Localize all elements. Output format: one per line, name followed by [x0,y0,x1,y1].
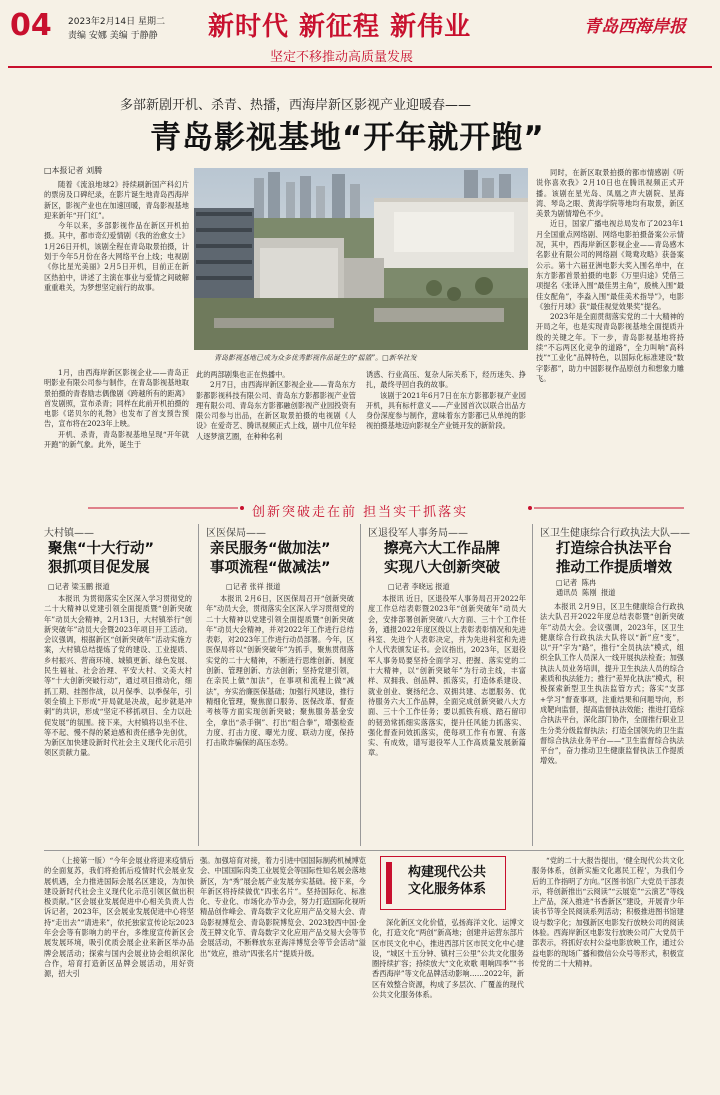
lead-col-4 [366,370,526,488]
section-2-body: 本报讯 2月6日，区医保局召开“创新突破年”动员大会，贯彻落实全区深入学习贯彻党的二十大精神以党建引领全面提质暨“创新突破年”动员大会精神，并对2022年工作进行总结表彰，对2023年工作进行动员部署。今年，区医保局将以“创新突破年”为抓手，聚焦贯彻落实党的二十大精神，不断进行思维创新、制度创新、管理创新、方法创新；坚持党建引领，在亲民上做“加法”，在事项和流程上做“减法”，夯实治廉医保基础；加强行风建设，推行精细化管理，聚焦窗口服务、医保改革、督查考核等方面实现创新突破；聚焦服务基金安全，拿出“杀手锏”、打出“组合拳”，增强检查力度、打击力度、曝光力度、联动力度，保持打击欺诈骗保的高压态势。 [206,594,354,748]
section-band-text: 创新突破走在前 担当实干抓落实 [252,505,469,520]
section-3-title-line2: 实现八大创新突破 [384,560,500,576]
lead-kicker: 多部新剧开机、杀青、热播，西海岸新区影视产业迎暖春—— [120,98,472,113]
section-2-reporter: □记者 张祥 报道 [226,582,281,591]
lead-col-5-p1: 同时，在新区取景拍摄的都市情感剧《听说你喜欢我》2月10日也在腾讯视频正式开播。该剧在星光岛、凤凰之声大剧院、星海湾、琴岛之眼、黄海学院等地均有取景，新区美景为剧情增色不少。 [536,168,684,219]
culture-title [408,864,486,898]
lead-col-4-p2: 该剧于2021年6月7日在东方影都影视产业园开机，具有标杆意义——产业园首次以联合出品方身份深度参与制作，意味着东方影都已从单纯的影视拍摄基地迈向影视全产业链开发的新阶段。 [366,390,526,431]
section-1-reporter: □记者 梁玉鹏 报道 [48,582,110,591]
page-main-title: 新时代 新征程 新伟业 [208,12,472,42]
lead-col-5-p2: 近日，国家广播电视总局发布了2023年1月全国重点网络剧、网络电影拍摄备案公示情况，其中，西海岸新区影视企业——青岛感木名影业有限公司的网络剧《鸳鸯攻略》获备案公示。第十六届亚洲电影大奖入围名单中，在东方影都首景拍摄的电影《万里归途》凭借三项提名《张译入围“最佳男主角”，殷桃入围“最佳女配角”，李淼入围“最佳美术指导”》，电影《独行月球》获“最佳视觉效果奖”提名。 [536,219,684,311]
lead-col-3-p2: 2月7日，由西海岸新区影视企业——青岛东方影都影视科技有限公司、青岛东方影都影视产业管理有限公司、青岛东方影都融创影视产业园投资有限公司参与出品，在新区取景拍摄的电视剧《人设》在爱奇艺、腾讯视频正式上线，剧中几位年轻人逐梦演艺圈，在种种名利 [196,380,356,441]
section-4-reporter: □记者 陈冉 通讯员 陈刚 报道 [556,578,616,597]
lead-headline: 青岛影视基地“开年就开跑” [150,120,545,156]
lead-col-5-p3: 2023年是全面贯彻落实党的二十大精神的开局之年，也是实现青岛影视基地全面提质升级的关键之年。下一步，青岛影视基地将持续“不忘两区化竞争的道路”，全力叫响“高科技”“工业化”品牌特色，以国际化标准建设“数字影都”，助力中国影视作品原创力和想象力雕飞。 [536,312,684,383]
divider [360,524,361,846]
section-2-title [210,540,331,578]
lead-col-3 [196,370,356,488]
section-3-body: 本报讯 近日，区退役军人事务局召开2022年度工作总结表彰暨2023年“创新突破年”动员大会，安排部署创新突破八大方面、三十个工作任务，通报2022年度区级以上表彰表彰情况和先进科室、先进个人表彰决定，并为先进科室和先进个人代表颁发证书。会议指出，2023年，区退役军人事务局要坚持全面学习、把握、落实党的二十大精神，以“创新突破年”为行动主线，丰富样、双拥我、创品牌、抓落实，打造体系建设、就业创业、褒扬纪念、双拥共建、志愿服务、优待服务六大工作品牌，全面完成创新突破八大方面、三十个工作任务；要以抓铁有痕、踏石留印的韧劲常抓细实落落实，提升任风能力抓落实、强化督查问效抓落实，使每项工作有布置、有落实、有成效，谱写退役军人工作高质量发展新篇章。 [368,594,526,758]
section-1-dept: 大村镇—— [44,528,94,539]
lead-col-1-p2: 今年以来，多部影视作品在新区开机拍摄。其中，都市奇幻爱情剧《我的治愈女士》1月26日开机，该剧全程在青岛取景拍摄，计划于今年5月份在各大网络平台上线；电视剧《你比星光美丽》2月5日开机，目前正在新区热拍中，讲述了主演在事业与爱情之间破解重重难关，为梦想坚定前行的故事。 [44,221,189,292]
page-number: 04 [10,8,52,43]
section-3-title [384,540,500,578]
date-line: 2023年2月14日 星期二 [68,17,165,27]
lead-col-4-p1: 诱惑、行业高压、复杂人际关系下，经历迷失、挣扎，最终寻回自我的故事。 [366,370,526,390]
culture-title-line1: 构建现代公共 [408,865,487,880]
section-3-title-line1: 擦亮六大工作品牌 [384,541,500,557]
section-2-title-line1: 亲民服务“做加法” [210,541,331,557]
section-1-title-line2: 狠抓项目促发展 [48,560,150,576]
section-2-title-line2: 事项流程“做减法” [210,560,331,576]
bottom-col-2: 强。加强培育对接，着力引进中国国际制药机械博览会、中国国际肉类工业展览会等国际性知名展会落地新区，为“秀”展会展产业发展夯实基础。接下来，今年新区将持续做优“四张名片”。坚持国际化、标准化、专业化、市场化办节办会，努力打造国际化视听精品创作峰会、青岛数字文化应用产品交易大会、青岛影视博览会、青岛影院博览会、2023胶西中国·金茂王牌文化节、青岛数字文化应用产品交易大会等节会展活动，不断释放东亚海洋博览会等节会活动“溢出”效应，推动“四张名片”提质升级。 [200,856,366,958]
section-4-title [556,540,672,578]
bottom-col-4: “党的二十大报告提出，‘健全现代公共文化服务体系，创新实施文化惠民工程’，为我们今后的工作指明了方向。”区图书馆广大党员干部表示，将创新推出“云阅读”“云展览”“云演艺”等线上产品，深入推进“书香新区”建设，开展青少年读书节等全民阅读系列活动；积极推进图书馆建设与数字化；加强新区电影发行放映公司的阅读体验。西海岸新区电影发行放映公司广大党员干部表示，将抓好农村公益电影放映工作，通过公益电影的现场广播和微信公众号等形式，积极宣传党的二十大精神。 [532,856,684,968]
lead-col-3-p1: 此的两部剧集也正在热播中。 [196,370,290,379]
culture-title-line2: 文化服务体系 [408,882,487,897]
section-4-dept: 区卫生健康综合行政执法大队—— [540,528,690,539]
section-4-body: 本报讯 2月9日，区卫生健康综合行政执法大队召开2022年度总结表彰暨“创新突破年”动员大会。会议强调，2023年，区卫生健康综合行政执法大队将以“新”应“变”，以“开”字为“路”，推行“全员执法”模式，组织全队工作人员深入一线开展执法检查；加强执法人员业务培训，提升卫生执法人员的综合素质和执法能力；推行“差异化执法”模式，积极探索新型卫生执法监管方式；落实“支部+学习”督查事项，注重结果和问题导向，形成靶向监督，提高监督执法效能；推进打造综合执法平台，深化部门协作，全面推行职业卫生分类分级监督执法；打造全国领先的卫生监督综合执法业务平台——“卫生监督综合执法平台”，奋力推动卫生健康监督执法工作提质增效。 [540,602,684,766]
section-1-body: 本报讯 为贯彻落实全区深入学习贯彻党的二十大精神以党建引领全面提质暨“创新突破年”动员大会精神，2月13日，大村镇举行“创新突破年”动员大会暨2023年项目开工活动。会议强调，根据新区“创新突破年”活动实施方案，大村镇总结提炼了党的建设、工业提质、乡村振兴、营商环境、城镇更新、绿色发展、民生福祉、社会治理、平安大村、文美大村等“十大创新突破行动”，通过项目推动化，细抓工期、挂图作战，以月保季、以季保年，引领全镇上下形成“开局就是决战，起步就是冲刺”的共识，形成“坚定不移抓项目、全力以赴促发展”的氛围。接下来，大村镇将以坐不住、等不起、慢不得的紧迫感和责任感争先创优，为新区加快建设新时代社会主义现代化示范引领区贡献力量。 [44,594,192,758]
paper-logo: 青岛西海岸报 [584,17,686,37]
lead-photo [194,168,528,350]
divider [44,850,684,851]
divider [198,524,199,846]
section-3-reporter: □记者 李晓远 报道 [388,582,450,591]
section-4-title-line1: 打造综合执法平台 [556,541,672,557]
divider [532,524,533,846]
bottom-col-1: （上接第一版）“今年会展业将迎来疫情后的全面复苏，我们将抢抓后疫情时代会展业发展机遇，全力推进国际会展名区建设，为加快建设新时代社会主义现代化示范引领区做出积极贡献。”区会展业发展促进中心相关负责人告诉记者，2023年，区会展业发展促进中心将坚持“走出去”“请进来”，依托独家宣传论坛2023年会会等有影响力的平台，多维度宣传新区会展发展环境，吸引优质会展企业来新区举办品牌会展活动；探索与国内会展业协会组织深化合作，培育打造新区品牌会展活动，用好资源，招大引 [44,856,194,979]
section-3-dept: 区退役军人事务局—— [368,528,468,539]
section-1-title [48,540,154,578]
lead-col-1 [44,180,189,358]
lead-col-2 [44,368,189,486]
lead-col-2-p1: 1月，由西海岸新区影视企业——青岛正明影业有限公司参与制作，在青岛影视基地取景拍摄的青春励志偶像剧《跨越所有的距离》首发剧照，宣布杀青；同样在此前开机拍摄的电影《诺贝尔的礼物》也发布了首支预告预告，宣布将在2023年上映。 [44,368,189,429]
lead-col-5 [536,168,684,488]
editors-line: 责编 安娜 美编 于静静 [68,31,158,41]
section-1-title-line1: 聚焦“十大行动” [48,541,155,557]
lead-col-1-p1: 随着《流浪地球2》持续刷新国产科幻片的票房及口碑纪录，在影片诞生地青岛西海岸新区，影视产业也在加速回暖，青岛影视基地迎来新年“开门红”。 [44,180,189,220]
page-subtitle: 坚定不移推动高质量发展 [270,50,414,65]
section-4-title-line2: 推动工作提质增效 [556,560,672,576]
bottom-col-3: 深化新区文化价值，弘扬海洋文化、运博文化，打造文化“两创”新高地；创建并运营东部片区市民文化中心，推进西部片区市民文化中心建设，“城区十五分钟、镇村三公里”公共文化服务圈持续扩容；持续放大“文化欢歌 唱响四季”“书香西海岸”等文化品牌活动影响……2022年，新区有效整合资源，构成了多层次、广覆盖的现代公共文化服务体系。 [372,918,524,1000]
lead-col-2-p2: 开机、杀青，青岛影视基地呈现“开年就开跑”的新气象。此外，诞生于 [44,429,189,450]
header-rule [8,66,712,68]
lead-byline: □本报记者 刘腾 [44,166,103,175]
film-base-photo [194,168,528,350]
photo-caption: 青岛影视基地已成为众多优秀影视作品诞生的“摇篮”。□新华社发 [214,354,417,362]
section-2-dept: 区医保局—— [206,528,266,539]
